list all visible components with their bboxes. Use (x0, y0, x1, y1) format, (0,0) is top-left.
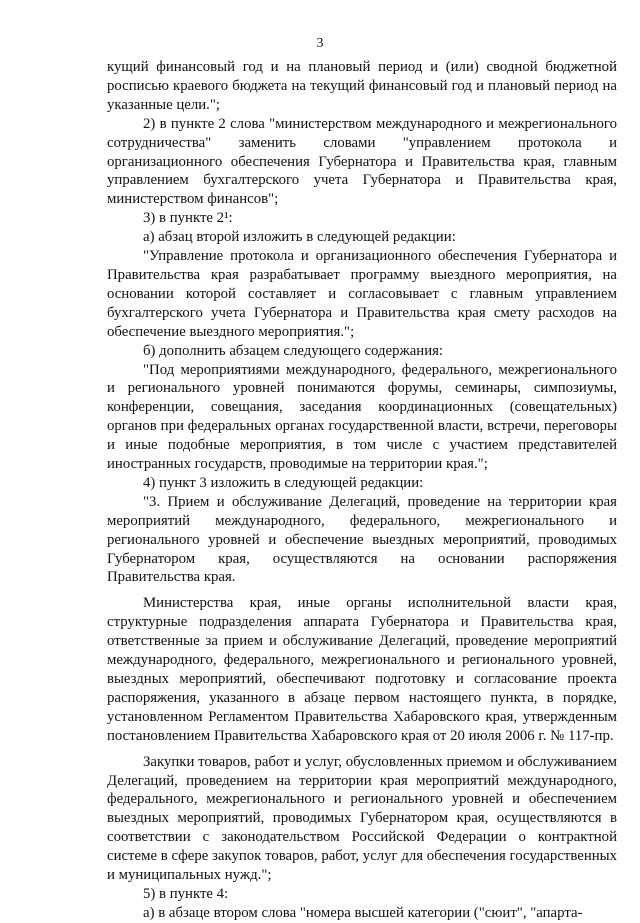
paragraph: Закупки товаров, работ и услуг, обусловленных приемом и обслуживанием Делегаций, проведением на территории края мероприятий международного, федерального, межрегионального и регионального уровней и обеспечением выездных мероприятий, проводимых Губернатором края, осуществляются в соответствии с законодательством Российской Федерации о контрактной системе в сфере закупок товаров, работ, услуг для обеспечения государственных и муниципальных нужд."; (107, 753, 617, 884)
paragraph: а) в абзаце втором слова "номера высшей категории ("сюит", "апарта- (143, 904, 583, 921)
paragraph: 3) в пункте 2¹: (143, 210, 233, 227)
paragraph: б) дополнить абзацем следующего содержания: (143, 342, 444, 359)
page-number: 3 (316, 36, 324, 51)
document-body (107, 58, 617, 923)
paragraph: 5) в пункте 4: (143, 885, 229, 902)
paragraph: кущий финансовый год и на плановый период и (или) сводной бюджетной росписью краевого бюджета на текущий финансовый год и плановый период на указанные цели."; (107, 59, 617, 113)
paragraph: а) абзац второй изложить в следующей редакции: (143, 229, 456, 246)
paragraph: "Управление протокола и организационного обеспечения Губернатора и Правительства края разрабатывает программу выездного мероприятия, на основании которой составляет и согласовывает с главным управлением бухгалтерского учета Губернатора и Правительства края смету расходов на обеспечение выездного мероприятия."; (107, 248, 617, 340)
paragraph: "3. Прием и обслуживание Делегаций, проведение на территории края мероприятий международного, федерального, межрегионального и регионального уровней и обеспечение выездных мероприятий, проводимых Губернатором края, осуществляются на основании распоряжения Правительства края. (107, 493, 617, 586)
paragraph: Министерства края, иные органы исполнительной власти края, структурные подразделения аппарата Губернатора и Правительства края, ответственные за прием и обслуживание Делегаций, проведение мероприятий международного, федерального, межрегионального и регионального уровней, выездных мероприятий, обеспечивают подготовку и согласование проекта распоряжения, указанного в абзаце первом настоящего пункта, в порядке, установленном Регламентом Правительства Хабаровского края, утвержденным постановлением Правительства Хабаровского края от 20 июля 2006 г. № 117-пр. (107, 595, 617, 744)
paragraph: 4) пункт 3 изложить в следующей редакции: (143, 474, 424, 491)
paragraph: "Под мероприятиями международного, федерального, межрегионального и регионального уровней понимаются форумы, семинары, симпозиумы, конференции, совещания, заседания координационных (совещательных) органов при федеральных органах государственной власти, встречи, переговоры и иные подобные мероприятия, в том числе с участием представителей иностранных государств, проводимые на территории края."; (107, 361, 617, 473)
paragraph: 2) в пункте 2 слова "министерством международного и межрегионального сотрудничества" заменить словами "управлением протокола и организационного обеспечения Губернатора и Правительства края, главным управлением бухгалтерского учета Губернатора и Правительства края, министерством финансов"; (107, 115, 617, 208)
